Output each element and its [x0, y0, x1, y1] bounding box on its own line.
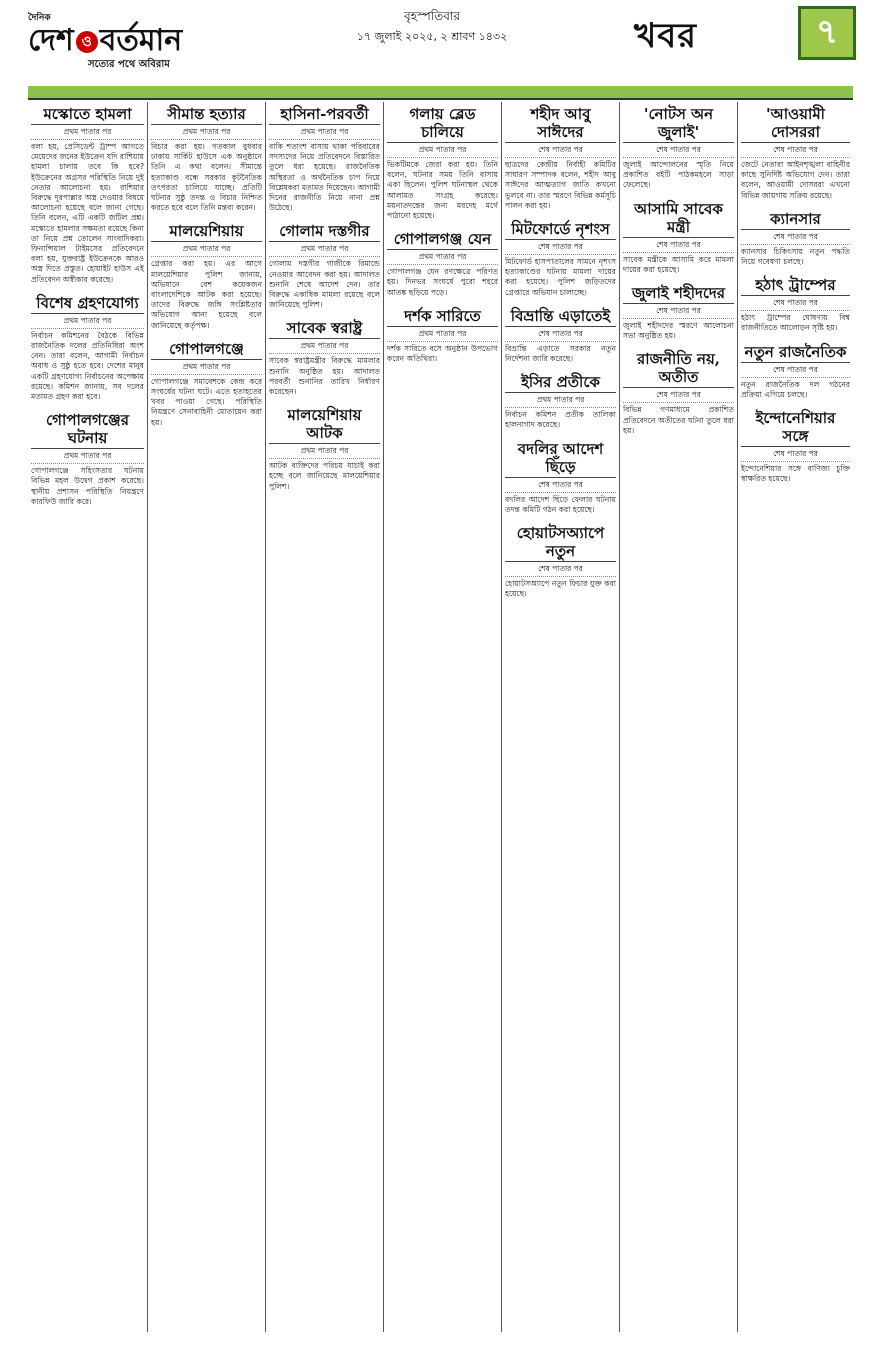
article-headline: ইসির প্রতীকে — [505, 370, 616, 393]
article-kicker: শেষ পাতার পর — [505, 145, 616, 158]
article-body: বিচার করা হয়। গতকাল বুধবার ঢাকায় সার্কিট হাউসে এক অনুষ্ঠানে তিনি এ কথা বলেন। সীমান্তে হত্যাকাণ্ড বন্ধে সরকার কূটনৈতিক তৎপরতা চালিয়ে যাচ্ছে। প্রতিটি ঘটনার সুষ্ঠু তদন্ত ও বিচার নিশ্চিত করতে হবে বলে তিনি মন্তব্য করেন। — [151, 142, 262, 213]
article-headline: বিভ্রান্তি এড়াতেই — [505, 304, 616, 327]
header-rule-dark — [28, 98, 853, 100]
article — [31, 408, 144, 507]
article-kicker: প্রথম পাতার পর — [505, 395, 616, 408]
article-headline: জুলাই শহীদদের — [623, 281, 734, 304]
article-body: বিভিন্ন গণমাধ্যমে প্রকাশিত প্রতিবেদনে অতীতের ঘটনা তুলে ধরা হয়। — [623, 405, 734, 435]
article — [505, 437, 616, 515]
article-body: ইন্দোনেশিয়ার সঙ্গে বাণিজ্য চুক্তি স্বাক্ষরিত হয়েছে। — [741, 464, 850, 484]
article-headline: সীমান্ত হত্যার — [151, 102, 262, 125]
article-kicker: শেষ পাতার পর — [505, 242, 616, 255]
article — [741, 273, 850, 333]
article-kicker: প্রথম পাতার পর — [269, 446, 380, 459]
article-headline: বদলির আদেশ ছিঁড়ে — [505, 437, 616, 478]
article — [505, 102, 616, 211]
article-kicker: প্রথম পাতার পর — [151, 127, 262, 140]
article-headline: মস্কোতে হামলা — [31, 102, 144, 125]
article — [623, 281, 734, 341]
article — [151, 219, 262, 330]
article — [741, 207, 850, 267]
article — [623, 102, 734, 191]
article-body: মিটফোর্ড হাসপাতালের সামনে নৃশংস হত্যাকাণ্ডের ঘটনায় মামলা দায়ের করা হয়েছে। পুলিশ জড়িতদের গ্রেপ্তারে অভিযান চালাচ্ছে। — [505, 257, 616, 297]
article-body: আটক ব্যক্তিদের পরিচয় যাচাই করা হচ্ছে বলে জানিয়েছে মালয়েশিয়ার পুলিশ। — [269, 461, 380, 491]
article-headline: শহীদ আবু সাঈদের — [505, 102, 616, 143]
article — [505, 370, 616, 430]
article-headline: দর্শক সারিতে — [387, 304, 498, 327]
article-kicker: প্রথম পাতার পর — [387, 145, 498, 158]
article-kicker: প্রথম পাতার পর — [269, 127, 380, 140]
weekday: বৃহস্পতিবার — [404, 9, 460, 23]
article-headline: 'নোটস অন জুলাই' — [623, 102, 734, 143]
article-kicker: শেষ পাতার পর — [623, 306, 734, 319]
article-body: ভিকটিমকে জেরা করা হয়। তিনি বলেন, ঘটনার সময় তিনি বাসায় একা ছিলেন। পুলিশ ঘটনাস্থল থেকে আলামত সংগ্রহ করেছে। ময়নাতদন্তের জন্য মরদেহ মর্গে পাঠানো হয়েছে। — [387, 160, 498, 221]
tagline: সত্যের পথে অবিরাম — [88, 59, 170, 70]
article-headline: 'আওয়ামী দোসররা — [741, 102, 850, 143]
article-kicker: শেষ পাতার পর — [741, 298, 850, 311]
article-body: সাবেক স্বরাষ্ট্রমন্ত্রীর বিরুদ্ধে মামলার শুনানি অনুষ্ঠিত হয়। আদালত পরবর্তী শুনানির তারিখ নির্ধারণ করেছেন। — [269, 356, 380, 397]
article-headline: বিশেষ গ্রহণযোগ্য — [31, 291, 144, 314]
article-body: ক্যানসার চিকিৎসায় নতুন পদ্ধতি নিয়ে গবেষণা চলছে। — [741, 246, 850, 267]
article-kicker: শেষ পাতার পর — [505, 564, 616, 577]
article-kicker: শেষ পাতার পর — [741, 449, 850, 462]
column-6 — [620, 102, 738, 1332]
article-kicker: প্রথম পাতার পর — [269, 341, 380, 354]
article-kicker: শেষ পাতার পর — [741, 365, 850, 378]
article — [505, 304, 616, 364]
article-headline: ইন্দোনেশিয়ার সঙ্গে — [741, 406, 850, 447]
article-body: হঠাৎ ট্রাম্পের ঘোষণায় বিশ্ব রাজনীতিতে আলোড়ন সৃষ্টি হয়। — [741, 313, 850, 333]
article-headline: হোয়াটসঅ্যাপে নতুন — [505, 521, 616, 562]
page-number-box: ৭ — [798, 6, 856, 60]
article-body: ছাত্রদের কেন্দ্রীয় নির্বাহী কমিটির সাধারণ সম্পাদক বলেন, শহীদ আবু সাঈদের আত্মত্যাগ জাতি কখনো ভুলবে না। তার স্মরণে বিভিন্ন কর্মসূচি পালন করা হয়। — [505, 160, 616, 210]
article-body: গোপালগঞ্জে সহিংসতার ঘটনায় বিভিন্ন মহল উদ্বেগ প্রকাশ করেছে। স্থানীয় প্রশাসন পরিস্থিতি নিয়ন্ত্রণে কারফিউ জারি করে। — [31, 466, 144, 506]
article-headline: গোপালগঞ্জের ঘটনায় — [31, 408, 144, 449]
article-kicker: শেষ পাতার পর — [623, 390, 734, 403]
article-kicker: শেষ পাতার পর — [741, 232, 850, 245]
article — [31, 291, 144, 402]
article-body: গ্রেপ্তার করা হয়। এর আগে মালয়েশিয়ার পুলিশ জানায়, অভিযানে বেশ কয়েকজন বাংলাদেশিকে আটক করা হয়েছে। তাদের বিরুদ্ধে জঙ্গি সংশ্লিষ্টতার অভিযোগ আনা হয়েছে বলে জানিয়েছে কর্তৃপক্ষ। — [151, 259, 262, 330]
article — [269, 219, 380, 310]
article — [387, 304, 498, 364]
article-kicker: শেষ পাতার পর — [623, 240, 734, 253]
article — [269, 102, 380, 213]
article-kicker: প্রথম পাতার পর — [31, 127, 144, 140]
article-headline: গলায় ব্লেড চালিয়ে — [387, 102, 498, 143]
article — [151, 102, 262, 213]
article-headline: রাজনীতি নয়, অতীত — [623, 347, 734, 388]
column-4 — [384, 102, 502, 1332]
article-headline: হাসিনা-পরবর্তী — [269, 102, 380, 125]
article-kicker: প্রথম পাতার পর — [31, 316, 144, 329]
column-1 — [28, 102, 148, 1332]
article — [505, 217, 616, 298]
article-headline: গোপালগঞ্জ যেন — [387, 227, 498, 250]
article — [151, 337, 262, 428]
logo-name: দেশ ও বর্তমান — [28, 23, 183, 58]
article-body: নতুন রাজনৈতিক দল গঠনের প্রক্রিয়া এগিয়ে চলছে। — [741, 379, 850, 399]
article-headline: গোপালগঞ্জে — [151, 337, 262, 360]
article-kicker: প্রথম পাতার পর — [269, 244, 380, 257]
article-body: সাবেক মন্ত্রীকে আসামি করে মামলা দায়ের করা হয়েছে। — [623, 254, 734, 274]
article-kicker: প্রথম পাতার পর — [387, 252, 498, 265]
article-body: নির্বাচন কমিশনের বৈঠকে বিভিন্ন রাজনৈতিক দলের প্রতিনিধিরা অংশ নেন। তারা বলেন, আগামী নির্বাচন অবাধ ও সুষ্ঠু হতে হবে। দেশের মানুষ একটি গ্রহণযোগ্য নির্বাচনের অপেক্ষায় রয়েছে। কমিশন জানায়, সব দলের মতামত গ্রহণ করা হবে। — [31, 330, 144, 402]
issue-date: ১৭ জুলাই ২০২৫, ২ শ্রাবণ ১৪৩২ — [356, 30, 508, 43]
masthead — [0, 0, 870, 100]
article-body: জুলাই শহীদদের স্মরণে আলোচনা সভা অনুষ্ঠিত হয়। — [623, 321, 734, 341]
article-body: বিভ্রান্তি এড়াতে সরকার নতুন নির্দেশনা জারি করেছে। — [505, 343, 616, 364]
article — [269, 403, 380, 492]
article-body: দর্শক সারিতে বসে অনুষ্ঠান উপভোগ করেন অতিথিরা। — [387, 343, 498, 364]
article-body: বলা হয়, প্রেসিডেন্ট ট্রাম্প আগতে মেয়েদের জনের ইউক্রেন যদি রাশিয়ায় হামলা চালায় তবে কি হবে? ইউক্রেনের অগ্রসর পরিস্থিতি নিয়ে দুই নেতার আলোচনা হয়। রাশিয়ার বিরুদ্ধে দূরপাল্লার অস্ত্র দেওয়ার বিষয়ে আলোচনা হয়েছে বলে জানা গেছে। তিনি বলেন, এটি একটি জটিল প্রশ্ন। মস্কোতে হামলার সক্ষমতা রয়েছে কিনা তা নিয়ে প্রশ্ন তোলেন সাংবাদিকরা। ফিনান্সিয়াল টাইমসের প্রতিবেদনে বলা হয়, যুক্তরাষ্ট্র ইউক্রেনকে আরও অস্ত্র দিতে প্রস্তুত। হোয়াইট হাউস এই প্রতিবেদন অস্বীকার করেছে। — [31, 142, 144, 284]
article-kicker: প্রথম পাতার পর — [151, 244, 262, 257]
article-kicker: শেষ পাতার পর — [741, 145, 850, 158]
article-body: গোপালগঞ্জ যেন রণক্ষেত্রে পরিণত হয়। দিনভর সংঘর্ষে পুরো শহরে আতঙ্ক ছড়িয়ে পড়ে। — [387, 267, 498, 297]
article-headline: আসামি সাবেক মন্ত্রী — [623, 197, 734, 238]
column-7 — [738, 102, 853, 1332]
article-kicker: প্রথম পাতার পর — [31, 451, 144, 464]
article-kicker: শেষ পাতার পর — [505, 329, 616, 342]
column-2 — [148, 102, 266, 1332]
article — [269, 316, 380, 397]
article-kicker: শেষ পাতার পর — [623, 145, 734, 158]
article-body: বদলির আদেশ ছিঁড়ে ফেলার ঘটনায় তদন্ত কমিটি গঠন করা হয়েছে। — [505, 494, 616, 514]
article-headline: নতুন রাজনৈতিক — [741, 340, 850, 363]
article — [387, 227, 498, 298]
article-headline: গোলাম দস্তগীর — [269, 219, 380, 242]
article-kicker: শেষ পাতার পর — [505, 480, 616, 493]
section-title: খবর — [634, 16, 697, 56]
article-headline: হঠাৎ ট্রাম্পের — [741, 273, 850, 296]
article-body: জুলাই আন্দোলনের স্মৃতি নিয়ে প্রকাশিত বইটি পাঠকমহলে সাড়া ফেলেছে। — [623, 160, 734, 190]
article-headline: ক্যানসার — [741, 207, 850, 230]
article-headline: মালয়েশিয়ায় — [151, 219, 262, 242]
article-body: গোলাম দস্তগীর গাজীকে রিমান্ডে নেওয়ার আবেদন করা হয়। আদালত শুনানি শেষে আদেশ দেন। তার বিরুদ্ধে একাধিক মামলা রয়েছে বলে জানিয়েছে পুলিশ। — [269, 259, 380, 310]
article — [623, 347, 734, 436]
header-rule-green — [28, 86, 853, 98]
article — [505, 521, 616, 599]
article — [623, 197, 734, 275]
article — [741, 102, 850, 201]
article-body: জেটে নেতারা আইনশৃঙ্খলা বাহিনীর কাছে সুনির্দিষ্ট অভিযোগ দেন। তারা বলেন, আওয়ামী দোসররা এখনো বিভিন্ন জায়গায় সক্রিয় রয়েছে। — [741, 160, 850, 200]
column-3 — [266, 102, 384, 1332]
article-body: গোপালগঞ্জে সমাবেশকে কেন্দ্র করে সংঘর্ষের ঘটনা ঘটে। এতে হতাহতের খবর পাওয়া গেছে। পরিস্থিতি নিয়ন্ত্রণে সেনাবাহিনী মোতায়েন করা হয়। — [151, 376, 262, 427]
article-columns — [28, 102, 853, 1332]
column-5 — [502, 102, 620, 1332]
article-headline: মালয়েশিয়ায় আটক — [269, 403, 380, 444]
logo-prefix: দৈনিক — [28, 13, 51, 23]
article — [741, 406, 850, 484]
article-headline: মিটফোর্ডে নৃশংস — [505, 217, 616, 240]
article-body: নির্বাচন কমিশন প্রতীক তালিকা হালনাগাদ করেছে। — [505, 410, 616, 430]
article-headline: সাবেক স্বরাষ্ট্র — [269, 316, 380, 339]
article — [31, 102, 144, 285]
logo-circle-icon: ও — [76, 31, 98, 53]
newspaper-logo — [28, 10, 182, 74]
article-kicker: প্রথম পাতার পর — [151, 362, 262, 375]
article — [387, 102, 498, 221]
article-body: বাকি শতাংশ বাসায় থাকা পরিবারের সদস্যদের নিয়ে প্রতিবেদনে বিস্তারিত তুলে ধরা হয়েছে। রাজনৈতিক অস্থিরতা ও অর্থনৈতিক চাপ নিয়ে বিশ্লেষকরা মতামত দিয়েছেন। আগামী দিনের রাজনীতি নিয়ে নানা প্রশ্ন উঠেছে। — [269, 142, 380, 213]
article-body: হোয়াটসঅ্যাপে নতুন ফিচার যুক্ত করা হয়েছে। — [505, 579, 616, 599]
article-kicker: প্রথম পাতার পর — [387, 329, 498, 342]
article — [741, 340, 850, 400]
